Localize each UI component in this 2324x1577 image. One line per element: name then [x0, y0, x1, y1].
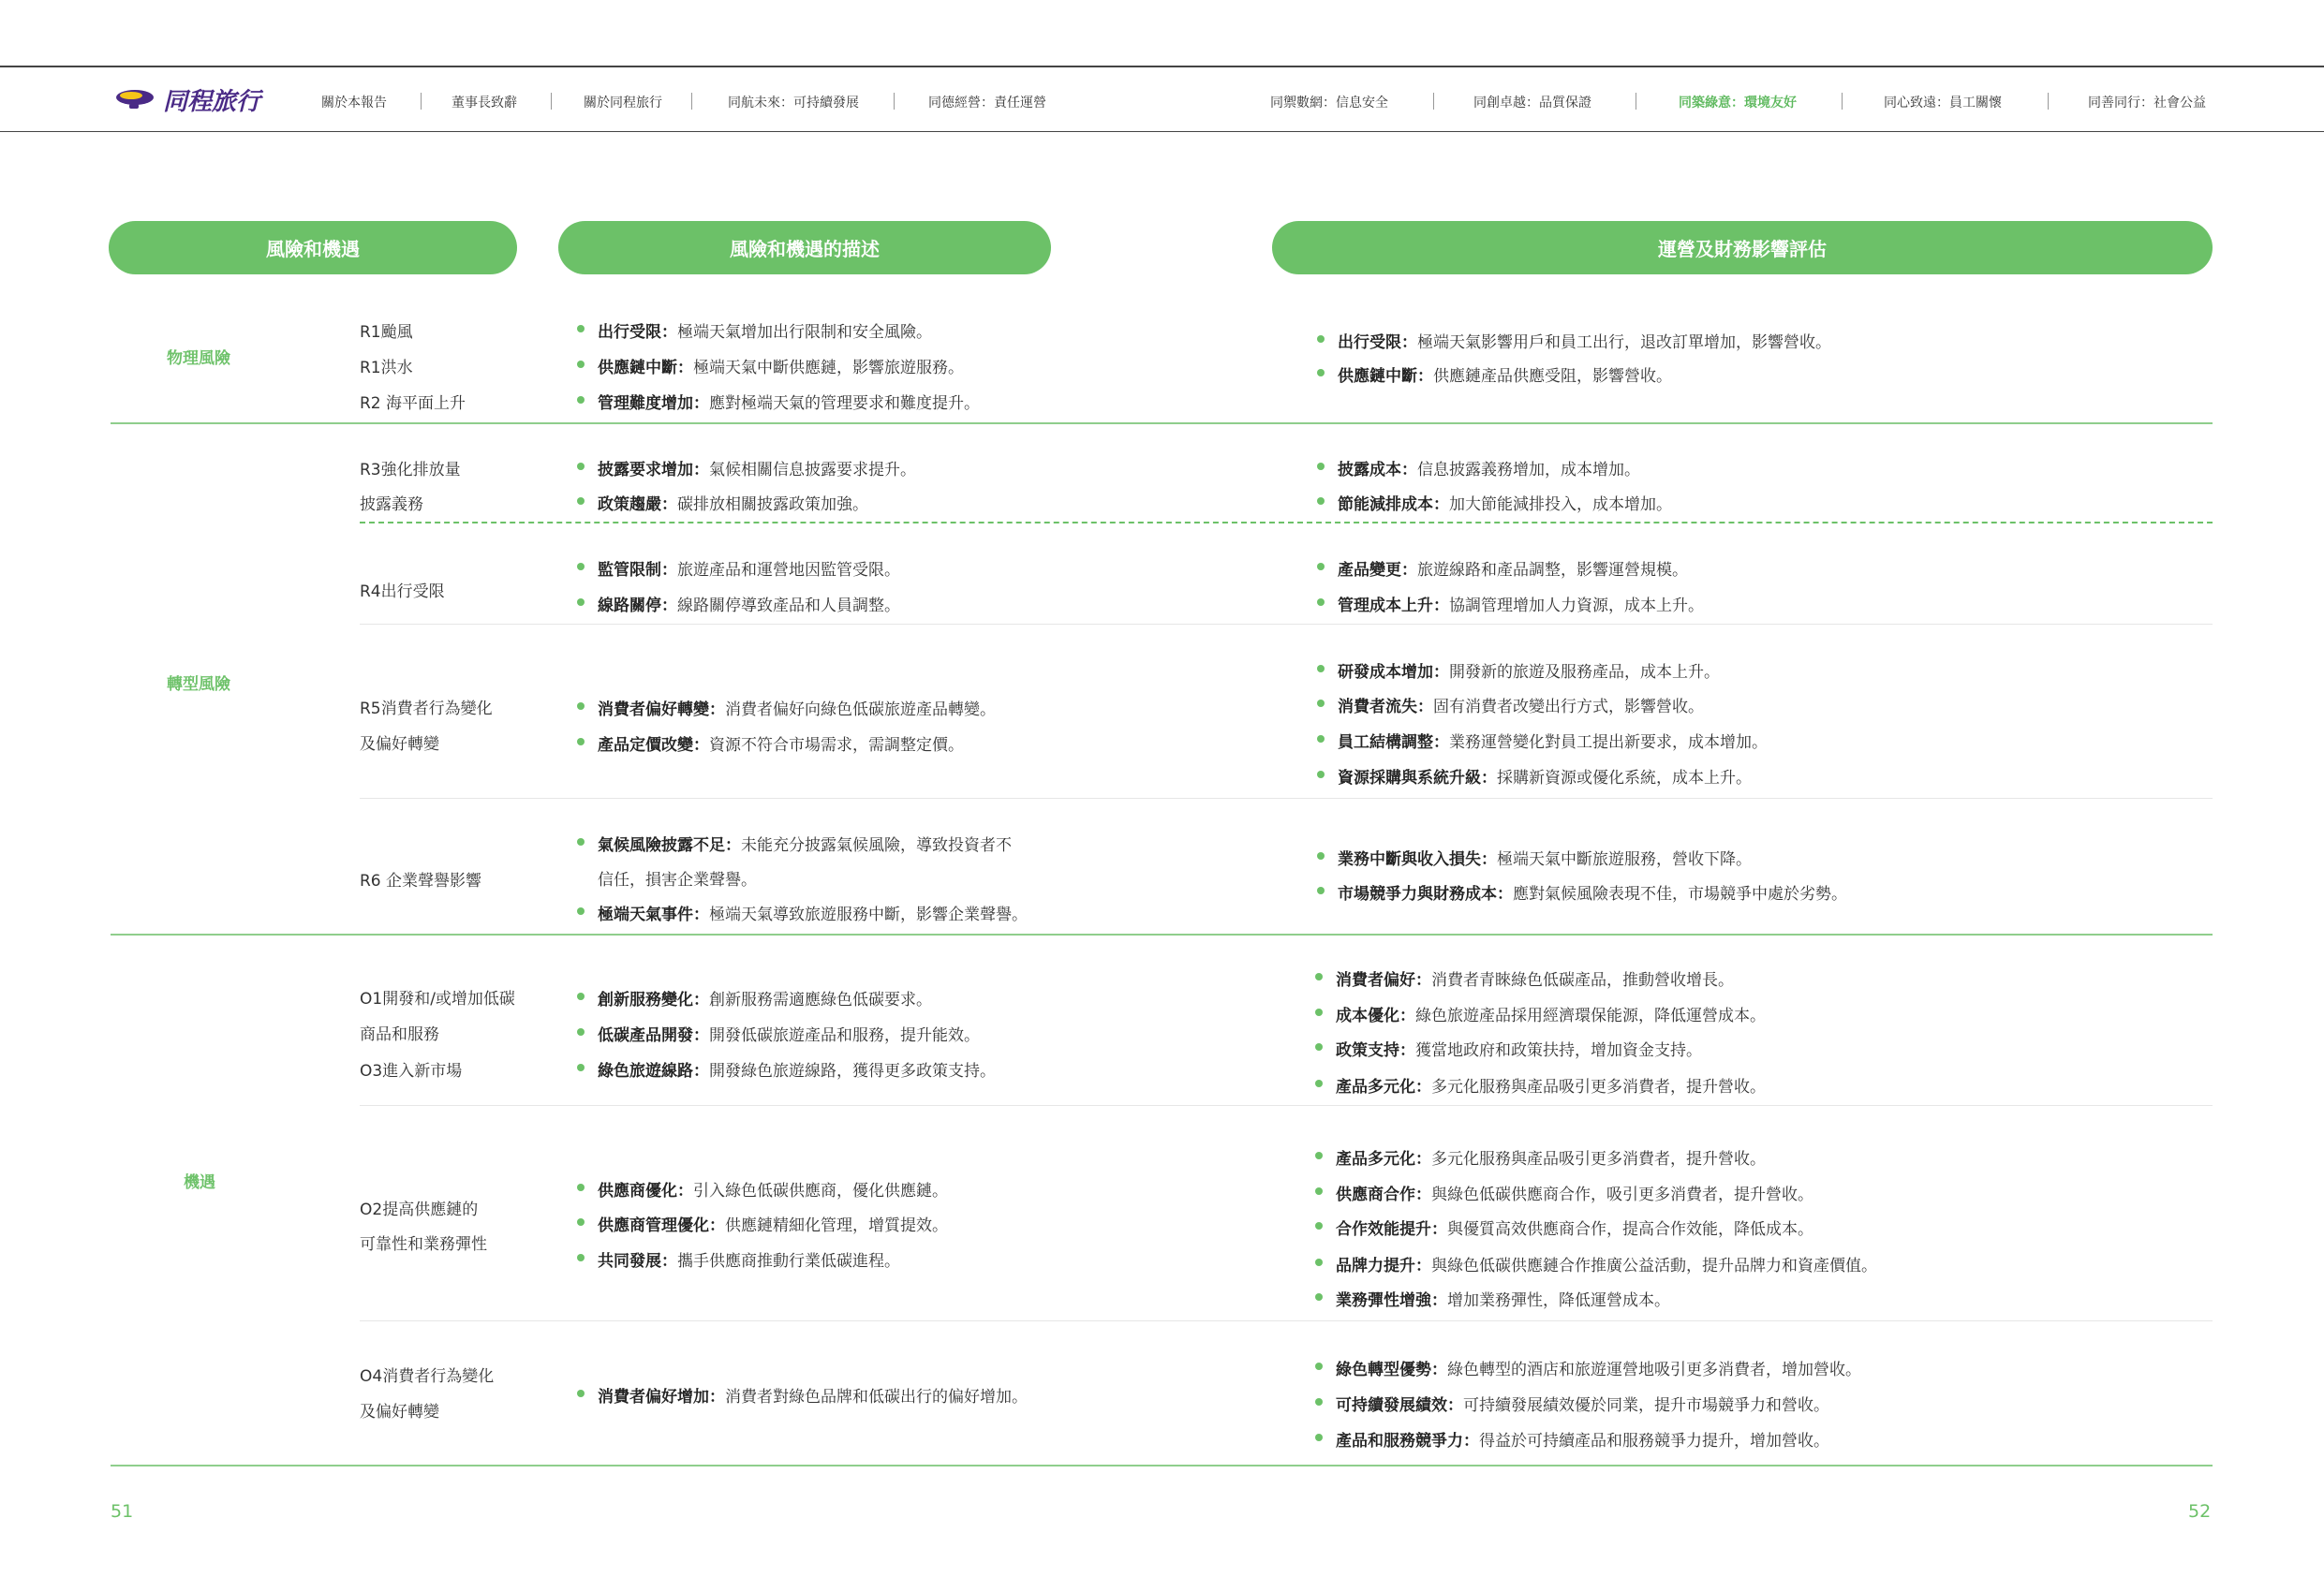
nav-item[interactable]: 同善同行：社會公益	[2088, 96, 2206, 111]
impact-assessment-item	[1336, 1252, 1877, 1275]
item-heading: 產品定價改變：	[598, 736, 709, 755]
bullet-dot-icon	[1315, 1152, 1323, 1159]
impact-assessment-item	[1338, 658, 1720, 682]
table-bottom-rule	[111, 1465, 2213, 1466]
nav-separator	[1433, 93, 1434, 110]
nav-separator	[551, 93, 552, 110]
nav-item[interactable]: 關於本報告	[321, 96, 387, 111]
subsection-divider-dashed	[360, 522, 2213, 523]
item-heading: 供應鏈中斷：	[598, 359, 693, 377]
item-heading: 創新服務變化：	[598, 991, 709, 1010]
brand-name: 同程旅行	[163, 87, 261, 116]
impact-assessment-item	[1336, 1392, 1829, 1415]
item-text: 綠色旅遊產品採用經濟環保能源，降低運營成本。	[1415, 1007, 1766, 1025]
item-text: 未能充分披露氣候風險，導致投資者不	[741, 836, 1012, 855]
item-text: 消費者偏好向綠色低碳旅遊產品轉變。	[725, 700, 996, 719]
item-heading: 供應商優化：	[598, 1182, 693, 1201]
risk-item-label: 可靠性和業務彈性	[360, 1235, 487, 1254]
impact-assessment-item	[1336, 1002, 1766, 1025]
risk-description-item	[598, 696, 996, 719]
item-heading: 節能減排成本：	[1338, 495, 1449, 514]
section-divider	[111, 422, 2213, 424]
row-divider	[360, 1105, 2213, 1106]
column-header-risk: 風險和機遇	[109, 221, 517, 274]
item-heading: 品牌力提升：	[1336, 1257, 1431, 1275]
brand-logo[interactable]	[114, 81, 260, 118]
impact-assessment-item	[1336, 1037, 1702, 1060]
risk-description-item	[598, 901, 1028, 924]
item-text: 信息披露義務增加，成本增加。	[1417, 461, 1640, 479]
item-text: 開發新的旅遊及服務產品，成本上升。	[1449, 663, 1720, 682]
bullet-dot-icon	[1317, 335, 1325, 343]
item-text: 引入綠色低碳供應商，優化供應鏈。	[693, 1182, 948, 1201]
item-heading: 線路關停：	[598, 597, 677, 615]
item-heading: 供應商管理優化：	[598, 1216, 725, 1235]
item-text: 旅遊產品和運營地因監管受限。	[677, 561, 900, 580]
bullet-dot-icon	[1317, 598, 1325, 606]
impact-assessment-item	[1338, 693, 1704, 716]
nav-item[interactable]: 同航未來：可持續發展	[728, 96, 859, 111]
item-heading: 產品和服務競爭力：	[1336, 1432, 1479, 1451]
bullet-dot-icon	[577, 563, 585, 570]
item-heading: 披露成本：	[1338, 461, 1417, 479]
item-text: 應對氣候風險表現不佳，市場競爭中處於劣勢。	[1513, 885, 1847, 904]
impact-assessment-item	[1338, 362, 1672, 386]
item-text: 旅遊線路和產品調整，影響運營規模。	[1417, 561, 1688, 580]
item-text: 業務運營變化對員工提出新要求，成本增加。	[1449, 733, 1768, 752]
item-heading: 可持續發展績效：	[1336, 1396, 1463, 1415]
bullet-dot-icon	[1315, 1009, 1323, 1016]
risk-description-item	[598, 986, 932, 1010]
risk-description-item	[598, 1177, 948, 1201]
risk-item-label: 商品和服務	[360, 1025, 439, 1044]
nav-separator	[691, 93, 692, 110]
item-text: 開發低碳旅遊產品和服務，提升能效。	[709, 1026, 980, 1045]
item-heading: 消費者偏好增加：	[598, 1388, 725, 1407]
header-bottom-rule	[0, 131, 2324, 132]
bullet-dot-icon	[1317, 665, 1325, 672]
bullet-dot-icon	[1317, 735, 1325, 743]
item-heading: 研發成本增加：	[1338, 663, 1449, 682]
item-heading: 綠色轉型優勢：	[1336, 1361, 1447, 1379]
bullet-dot-icon	[1315, 1363, 1323, 1370]
risk-description-item	[598, 318, 932, 342]
item-heading: 管理難度增加：	[598, 394, 709, 413]
risk-description-item	[598, 832, 1012, 855]
item-heading: 共同發展：	[598, 1252, 677, 1271]
nav-separator	[894, 93, 895, 110]
risk-description-item	[598, 456, 916, 479]
item-text: 獲當地政府和政策扶持，增加資金支持。	[1415, 1041, 1702, 1060]
bullet-dot-icon	[577, 1390, 585, 1397]
bullet-dot-icon	[577, 463, 585, 470]
risk-description-item	[598, 1247, 900, 1271]
item-heading: 產品變更：	[1338, 561, 1417, 580]
item-heading: 消費者偏好：	[1336, 971, 1431, 990]
bullet-dot-icon	[1315, 1434, 1323, 1441]
item-heading: 供應商合作：	[1336, 1186, 1431, 1204]
bullet-dot-icon	[1315, 1222, 1323, 1230]
item-text: 供應鏈產品供應受阻，影響營收。	[1433, 367, 1672, 386]
item-text: 多元化服務與產品吸引更多消費者，提升營收。	[1431, 1150, 1766, 1169]
risk-item-label: O4消費者行為變化	[360, 1367, 495, 1386]
risk-description-item	[598, 354, 964, 377]
impact-assessment-item	[1338, 846, 1752, 869]
nav-separator	[421, 93, 422, 110]
item-heading: 氣候風險披露不足：	[598, 836, 741, 855]
row-divider	[360, 1320, 2213, 1321]
bullet-dot-icon	[577, 1254, 585, 1261]
nav-item[interactable]: 同創卓越：品質保證	[1473, 96, 1591, 111]
bullet-dot-icon	[577, 598, 585, 606]
bullet-dot-icon	[577, 497, 585, 505]
impact-assessment-item	[1336, 1181, 1813, 1204]
blimp-icon	[114, 88, 157, 111]
risk-item-label: R3強化排放量	[360, 461, 461, 479]
bullet-dot-icon	[577, 1064, 585, 1071]
risk-item-label: R1洪水	[360, 359, 413, 377]
risk-item-label: R6 企業聲譽影響	[360, 872, 482, 891]
item-text: 供應鏈精細化管理，增質提效。	[725, 1216, 948, 1235]
bullet-dot-icon	[1317, 771, 1325, 778]
risk-item-label: 及偏好轉變	[360, 1403, 439, 1422]
nav-item[interactable]: 同心致遠：員工關懷	[1884, 96, 2002, 111]
nav-item[interactable]: 關於同程旅行	[584, 96, 662, 111]
bullet-dot-icon	[577, 738, 585, 745]
bullet-dot-icon	[1315, 1187, 1323, 1195]
impact-assessment-item	[1338, 729, 1768, 752]
risk-item-label: R4出行受限	[360, 582, 445, 601]
risk-description-item	[598, 1383, 1028, 1407]
item-text: 極端天氣中斷供應鏈，影響旅遊服務。	[693, 359, 964, 377]
nav-separator	[2048, 93, 2049, 110]
item-text: 極端天氣增加出行限制和安全風險。	[677, 323, 932, 342]
impact-assessment-item	[1338, 329, 1831, 352]
item-heading: 政策支持：	[1336, 1041, 1415, 1060]
bullet-dot-icon	[577, 838, 585, 846]
item-text: 多元化服務與產品吸引更多消費者，提升營收。	[1431, 1078, 1766, 1097]
bullet-dot-icon	[1315, 1043, 1323, 1051]
category-transition-risk: 轉型風險	[167, 675, 230, 694]
bullet-dot-icon	[577, 993, 585, 1000]
item-heading: 出行受限：	[1338, 333, 1417, 352]
item-text: 資源不符合市場需求，需調整定價。	[709, 736, 964, 755]
category-physical-risk: 物理風險	[167, 349, 230, 368]
item-text: 綠色轉型的酒店和旅遊運營地吸引更多消費者，增加營收。	[1447, 1361, 1861, 1379]
risk-item-label: R5消費者行為變化	[360, 700, 493, 718]
impact-assessment-item	[1338, 556, 1688, 580]
nav-item[interactable]: 同德經營：責任運營	[928, 96, 1046, 111]
item-heading: 成本優化：	[1336, 1007, 1415, 1025]
item-text: 創新服務需適應綠色低碳要求。	[709, 991, 932, 1010]
item-text: 加大節能減排投入，成本增加。	[1449, 495, 1672, 514]
impact-assessment-item	[1336, 1073, 1766, 1097]
item-text: 極端天氣影響用戶和員工出行，退改訂單增加，影響營收。	[1417, 333, 1831, 352]
item-heading: 資源採購與系統升級：	[1338, 769, 1497, 788]
risk-description-item	[598, 1057, 996, 1081]
bullet-dot-icon	[1317, 369, 1325, 376]
item-text: 可持續發展績效優於同業，提升市場競爭力和營收。	[1463, 1396, 1829, 1415]
risk-item-label: R1颱風	[360, 323, 413, 342]
item-text: 線路關停導致產品和人員調整。	[677, 597, 900, 615]
bullet-dot-icon	[1317, 463, 1325, 470]
item-heading: 低碳產品開發：	[598, 1026, 709, 1045]
page-number-left: 51	[111, 1501, 134, 1522]
impact-assessment-item	[1336, 1216, 1813, 1239]
item-text: 採購新資源或優化系統，成本上升。	[1497, 769, 1752, 788]
item-text: 碳排放相關披露政策加強。	[677, 495, 868, 514]
item-text: 得益於可持續產品和服務競爭力提升，增加營收。	[1479, 1432, 1829, 1451]
bullet-dot-icon	[1315, 1259, 1323, 1266]
nav-item[interactable]: 同築綠意：環境友好	[1679, 96, 1797, 111]
item-heading: 員工結構調整：	[1338, 733, 1449, 752]
nav-separator	[1842, 93, 1843, 110]
impact-assessment-item	[1338, 880, 1847, 904]
item-text: 與綠色低碳供應鏈合作推廣公益活動，提升品牌力和資產價值。	[1431, 1257, 1877, 1275]
bullet-dot-icon	[577, 361, 585, 368]
row-divider	[360, 798, 2213, 799]
bullet-dot-icon	[577, 907, 585, 915]
item-heading: 產品多元化：	[1336, 1150, 1431, 1169]
item-text: 氣候相關信息披露要求提升。	[709, 461, 916, 479]
impact-assessment-item	[1336, 1427, 1829, 1451]
item-text: 與優質高效供應商合作，提高合作效能，降低成本。	[1447, 1220, 1813, 1239]
risk-item-label: O3進入新市場	[360, 1062, 463, 1081]
column-header-impact: 運營及財務影響評估	[1272, 221, 2213, 274]
risk-description-item	[598, 491, 868, 514]
bullet-dot-icon	[1315, 1080, 1323, 1087]
item-text: 消費者青睞綠色低碳產品，推動營收增長。	[1431, 971, 1734, 990]
risk-description-item	[598, 1212, 948, 1235]
item-heading: 管理成本上升：	[1338, 597, 1449, 615]
bullet-dot-icon	[577, 1028, 585, 1036]
row-divider	[360, 624, 2213, 625]
risk-description-item	[598, 592, 900, 615]
bullet-dot-icon	[577, 396, 585, 404]
bullet-dot-icon	[1317, 563, 1325, 570]
category-opportunity: 機遇	[184, 1173, 215, 1192]
section-divider	[111, 934, 2213, 936]
bullet-dot-icon	[1315, 973, 1323, 980]
column-header-description: 風險和機遇的描述	[558, 221, 1051, 274]
item-text: 攜手供應商推動行業低碳進程。	[677, 1252, 900, 1271]
item-text: 與綠色低碳供應商合作，吸引更多消費者，提升營收。	[1431, 1186, 1813, 1204]
impact-assessment-item	[1336, 1145, 1766, 1169]
bullet-dot-icon	[1317, 700, 1325, 707]
impact-assessment-item	[1338, 764, 1752, 788]
item-text: 極端天氣導致旅遊服務中斷，影響企業聲譽。	[709, 906, 1028, 924]
item-heading: 產品多元化：	[1336, 1078, 1431, 1097]
item-heading: 政策趨嚴：	[598, 495, 677, 514]
risk-description-item	[598, 556, 900, 580]
impact-assessment-item	[1338, 491, 1672, 514]
item-heading: 監管限制：	[598, 561, 677, 580]
impact-assessment-item	[1338, 592, 1704, 615]
bullet-dot-icon	[577, 1184, 585, 1191]
bullet-dot-icon	[1317, 497, 1325, 505]
item-heading: 消費者偏好轉變：	[598, 700, 725, 719]
bullet-dot-icon	[577, 702, 585, 710]
item-heading: 披露要求增加：	[598, 461, 709, 479]
impact-assessment-item	[1338, 456, 1640, 479]
header-top-rule	[0, 66, 2324, 67]
item-heading: 合作效能提升：	[1336, 1220, 1447, 1239]
bullet-dot-icon	[1315, 1293, 1323, 1301]
item-heading: 極端天氣事件：	[598, 906, 709, 924]
item-heading: 消費者流失：	[1338, 698, 1433, 716]
risk-item-label: 及偏好轉變	[360, 735, 439, 754]
item-text: 增加業務彈性，降低運營成本。	[1447, 1291, 1670, 1310]
nav-item[interactable]: 董事長致辭	[451, 96, 517, 111]
risk-description-item	[598, 731, 964, 755]
page-number-right: 52	[2188, 1501, 2212, 1522]
item-text: 固有消費者改變出行方式，影響營收。	[1433, 698, 1704, 716]
bullet-dot-icon	[577, 1218, 585, 1226]
item-text-continued: 信任，損害企業聲譽。	[598, 871, 757, 890]
item-heading: 市場競爭力與財務成本：	[1338, 885, 1513, 904]
impact-assessment-item	[1336, 966, 1734, 990]
item-heading: 供應鏈中斷：	[1338, 367, 1433, 386]
bullet-dot-icon	[577, 325, 585, 332]
risk-item-label: O2提高供應鏈的	[360, 1201, 479, 1219]
bullet-dot-icon	[1315, 1398, 1323, 1406]
item-heading: 出行受限：	[598, 323, 677, 342]
bullet-dot-icon	[1317, 887, 1325, 894]
item-text: 應對極端天氣的管理要求和難度提升。	[709, 394, 980, 413]
risk-item-label: O1開發和/或增加低碳	[360, 990, 515, 1009]
item-text: 開發綠色旅遊線路，獲得更多政策支持。	[709, 1062, 996, 1081]
nav-item[interactable]: 同禦數網：信息安全	[1270, 96, 1388, 111]
risk-description-item	[598, 1022, 980, 1045]
impact-assessment-item	[1336, 1356, 1861, 1379]
item-heading: 業務彈性增強：	[1336, 1291, 1447, 1310]
item-text: 協調管理增加人力資源，成本上升。	[1449, 597, 1704, 615]
risk-item-label: R2 海平面上升	[360, 394, 466, 413]
risk-item-label: 披露義務	[360, 495, 423, 514]
item-heading: 業務中斷與收入損失：	[1338, 850, 1497, 869]
item-heading: 綠色旅遊線路：	[598, 1062, 709, 1081]
bullet-dot-icon	[1317, 852, 1325, 860]
impact-assessment-item	[1336, 1287, 1670, 1310]
item-text: 極端天氣中斷旅遊服務，營收下降。	[1497, 850, 1752, 869]
risk-description-item	[598, 390, 980, 413]
item-text: 消費者對綠色品牌和低碳出行的偏好增加。	[725, 1388, 1028, 1407]
